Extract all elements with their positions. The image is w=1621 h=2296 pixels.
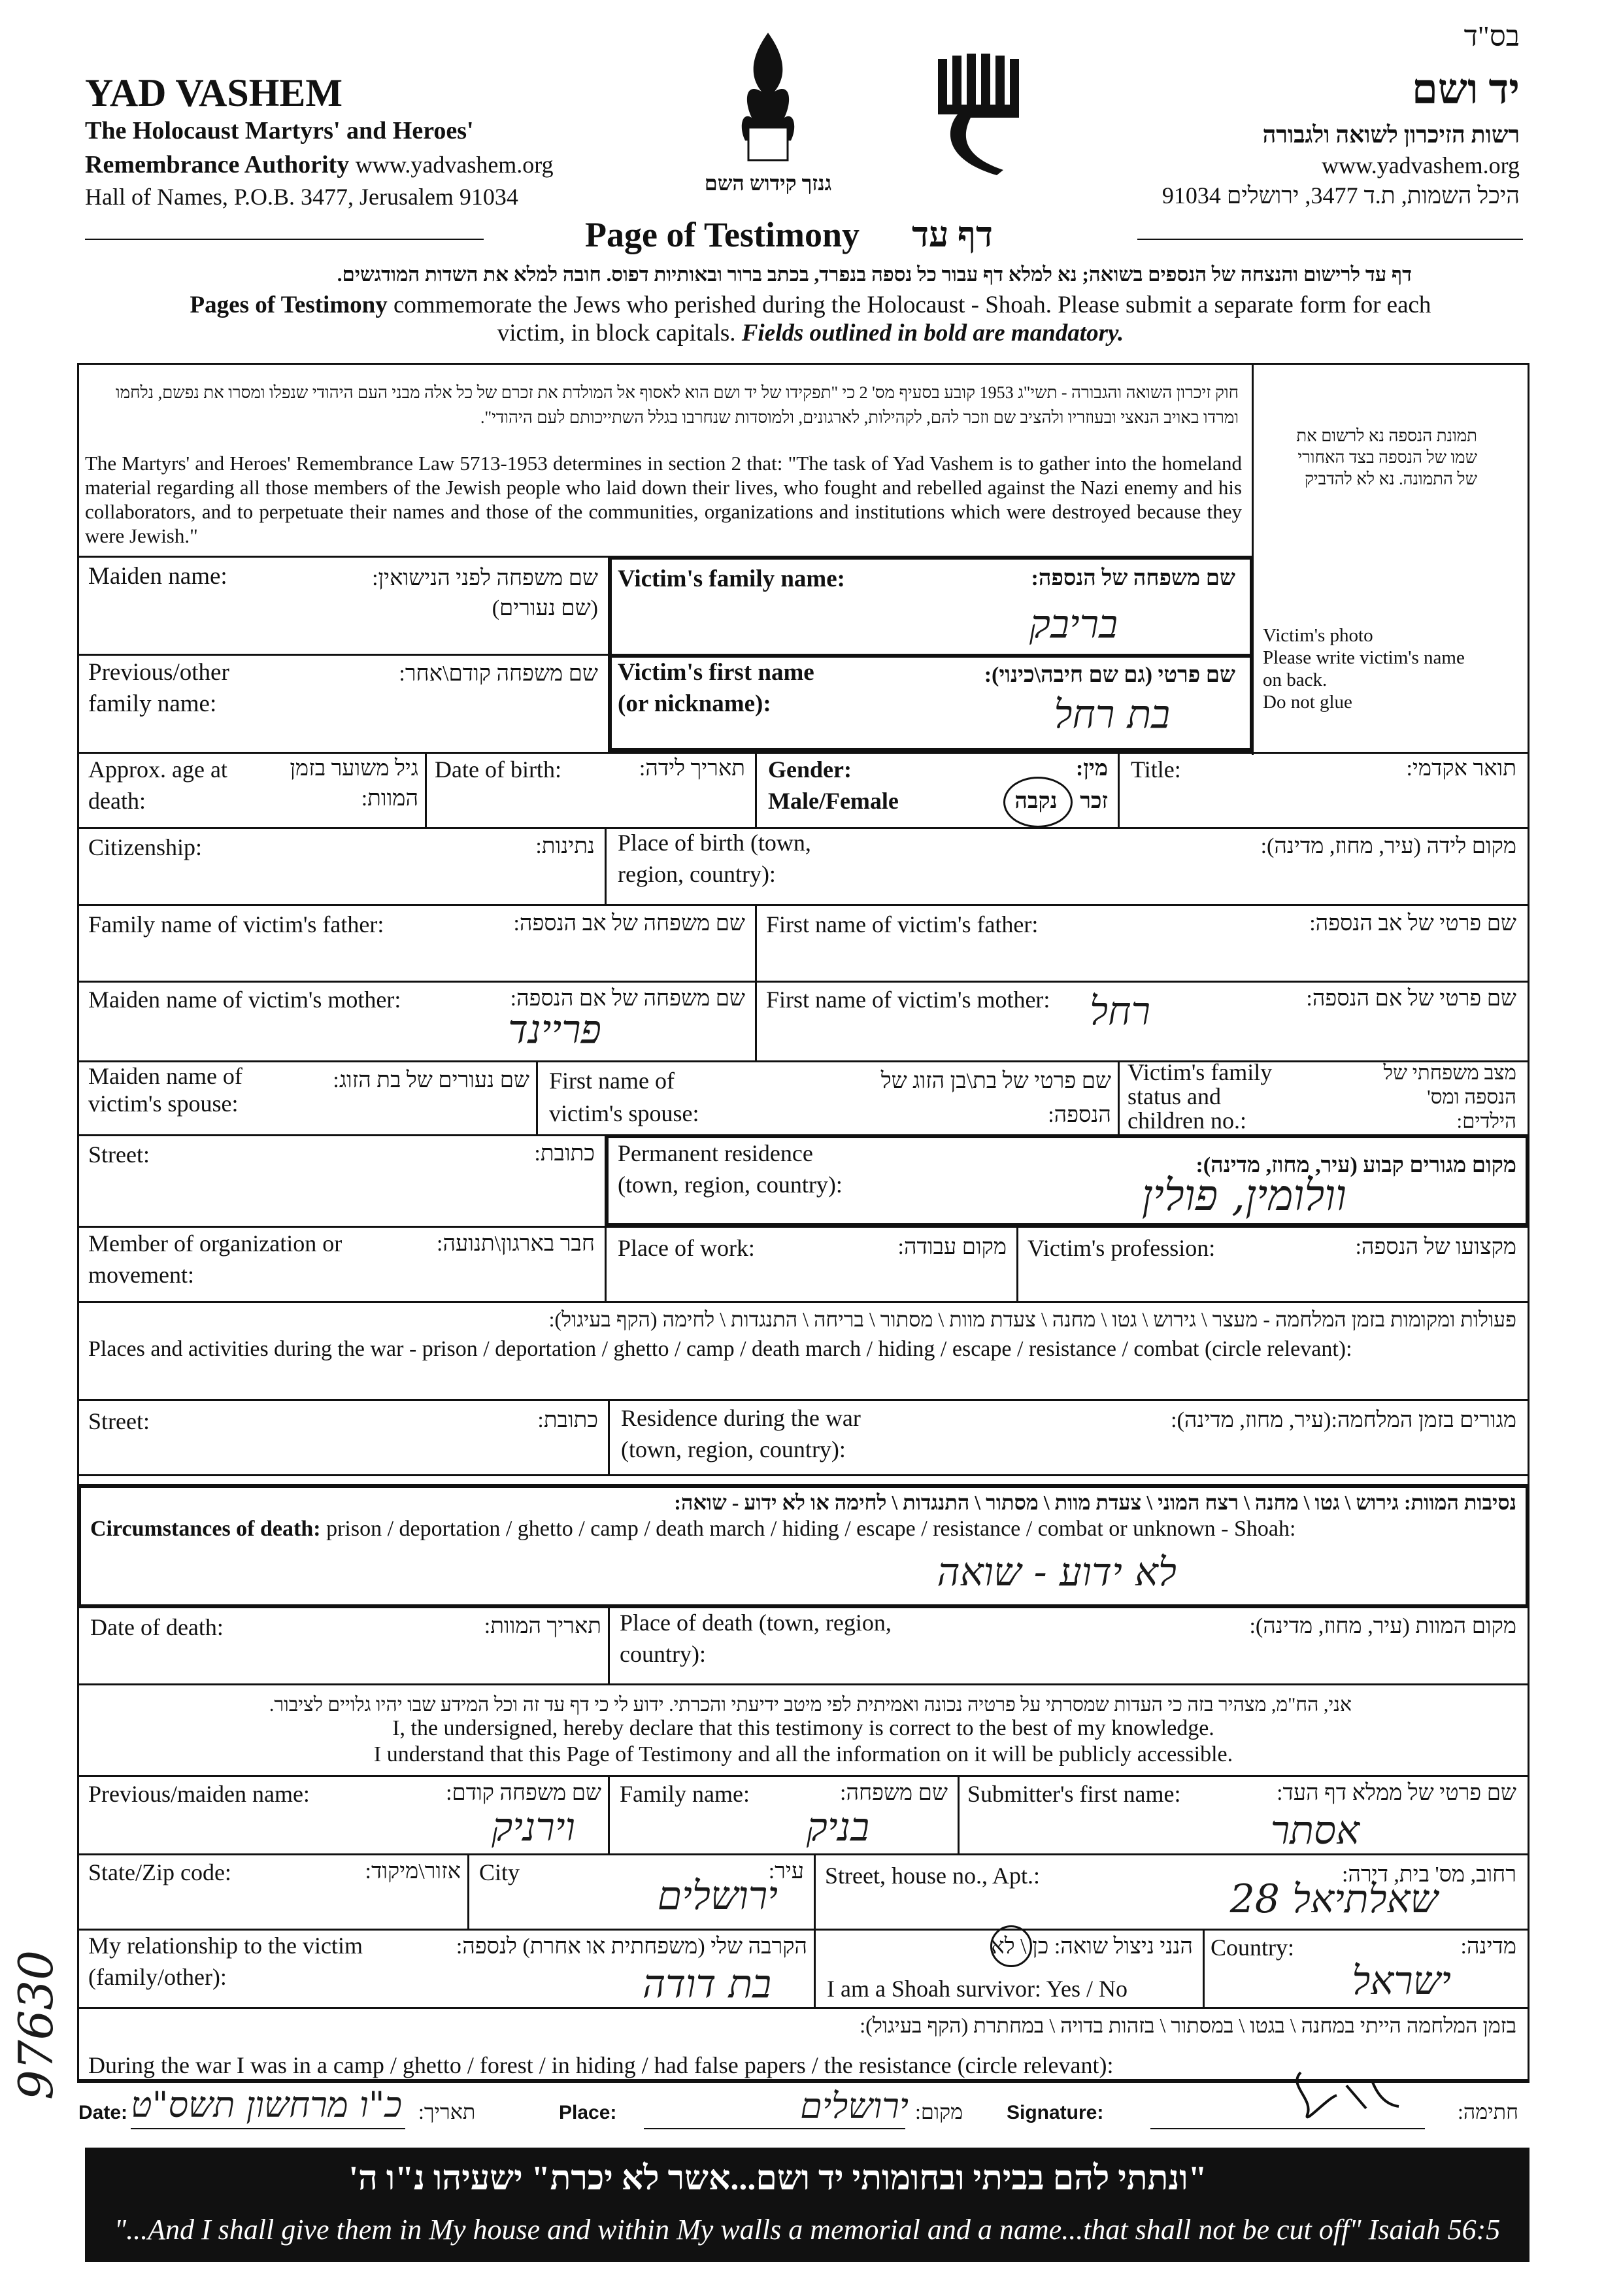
flame-logo-icon [726,29,811,167]
sub1-div2 [958,1775,960,1853]
dob-label-he: תאריך לידה: [639,756,745,781]
title-label-he: תואר אקדמי: [1406,756,1516,781]
intro-he: דף עד לרישום והנצחה של הנספים בשואה; נא למלא דף עבור כל נספה בנפרד, בכתב ברור ובאותיות דפוס. חובה למלא את השדות המודגשים. [337,263,1412,286]
relationship-line2: (family/other): [88,1964,227,1990]
dod-label: Date of death: [90,1614,224,1640]
row11-div [608,1399,610,1474]
mother-maiden-label-he: שם משפחה של אם הנספה: [510,987,745,1011]
street-house-label-he: רחוב, מס' בית, דירה: [1341,1863,1516,1887]
circumstances-value[interactable]: לא ידוע - שואה [937,1549,1177,1595]
perm-residence-label-he: מקום מגורים קבוע (עיר, מחוז, מדינה): [1195,1153,1516,1177]
logo-caption: גנזך קידוש השם [704,171,832,195]
mother-first-label-he: שם פרטי של אם הנספה: [1306,987,1516,1011]
perm-residence-line2: (town, region, country): [618,1172,843,1198]
photo-en3: on back. [1263,669,1328,690]
father-first-label: First name of victim's father: [766,911,1039,937]
victim-first-name-value[interactable]: בת רחל [1054,692,1170,737]
place-value[interactable]: ירושלים [800,2085,909,2127]
sub2-div2 [814,1853,816,1929]
gender-label [768,754,899,817]
photo-en2: Please write victim's name [1263,647,1465,668]
website-en: www.yadvashem.org [355,152,554,178]
hebrew-top-mark: בס"ד [1463,20,1520,52]
pob-label [618,827,811,890]
org-sub2-en: Remembrance Authority [85,151,350,178]
gender-label-he: מין: [1075,756,1108,781]
war-street-label: Street: [88,1408,150,1434]
row3-div1 [425,752,427,827]
date-label: Date: [78,2102,128,2123]
circumstances-en-rest: prison / deportation / ghetto / camp / death march / hiding / escape / resistance / combat or unknown - Shoah: [326,1517,1296,1541]
date-value[interactable]: כ"ו מרחשון תשס"ט [130,2084,402,2125]
perm-residence-line1: Permanent residence [618,1140,813,1166]
pob-line2: region, country): [618,861,776,887]
photo-en4: Do not glue [1263,692,1352,713]
maiden-name-label: Maiden name: [88,563,227,590]
previous-name-line2: family name: [88,690,217,717]
country-label: Country: [1211,1934,1295,1961]
pod-line2: country): [620,1641,706,1667]
address-en: Hall of Names, P.O.B. 3477, Jerusalem 91034 [85,184,518,210]
pob-line1: Place of birth (town, [618,830,811,856]
family-status-line1: Victim's family [1128,1059,1273,1085]
spouse-first-line2: victim's spouse: [549,1100,699,1126]
spouse-maiden-line2: victim's spouse: [88,1090,239,1117]
row-line-5 [77,981,1529,983]
form-title-en: Page of Testimony [585,215,860,254]
age-label [88,754,227,817]
form-title-he: דף עד [912,215,993,254]
pob-label-he: מקום לידה (עיר, מחוז, מדינה): [1260,834,1516,858]
mother-maiden-label: Maiden name of victim's mother: [88,987,401,1013]
org-sub1-en: The Holocaust Martyrs' and Heroes' [85,117,474,144]
address-he: היכל השמות, ת.ד 3477, ירושלים 91034 [1161,182,1520,209]
street-house-value[interactable]: שאלתיאל 28 [1229,1876,1438,1922]
org-sub2-en-row [85,150,554,179]
mother-first-label: First name of victim's mother: [766,987,1050,1013]
photo-box[interactable] [1254,559,1528,755]
gender-line2: Male/Female [768,788,899,814]
spouse-maiden-label [88,1062,242,1117]
father-family-label: Family name of victim's father: [88,911,384,937]
intro-en-bold: Pages of Testimony [190,292,388,318]
pod-label-he: מקום המוות (עיר, מחוז, מדינה): [1249,1614,1516,1638]
submitter-first-label-he: שם פרטי של ממלא דף העד: [1277,1781,1516,1805]
circumstances-en-bold: Circumstances of death: [90,1517,321,1541]
dob-label: Date of birth: [435,756,561,783]
victim-first-name-line1: Victim's first name [618,659,814,686]
pod-line1: Place of death (town, region, [620,1610,892,1636]
profession-label: Victim's profession: [1028,1235,1216,1261]
signature-label-he: חתימה: [1458,2100,1519,2123]
street-label-he: כתובת: [534,1141,595,1166]
war-residence-label [621,1402,861,1465]
mother-maiden-value[interactable]: פריינד [508,1007,601,1053]
perm-residence-value[interactable]: וולומין, פולין [1141,1170,1346,1221]
place-label-he: מקום: [915,2100,963,2123]
war-location-he: בזמן המלחמה הייתי במחנה \ בגטו \ במסתור \ בזהות בדויה \ במחתרת (הקף בעיגול): [860,2014,1516,2037]
row-line-6 [77,1060,1529,1062]
organization-line2: movement: [88,1262,194,1288]
place-label: Place: [559,2102,617,2123]
citizenship-label: Citizenship: [88,834,202,860]
row9-div2 [1016,1226,1018,1301]
spouse-maiden-line1: Maiden name of [88,1063,242,1089]
website-he: www.yadvashem.org [1322,152,1520,178]
row-line-4 [77,904,1529,906]
declaration-en1: I, the undersigned, hereby declare that this testimony is correct to the best of my knowledge. [392,1716,1214,1740]
age-label-he: גיל משוער בזמן המוות: [290,756,418,811]
place-underline [644,2128,905,2129]
title-label: Title: [1131,756,1181,783]
previous-name-label-he: שם משפחה קודם\אחר: [399,662,598,686]
previous-name-label [88,657,229,720]
law-english: The Martyrs' and Heroes' Remembrance Law 5713-1953 determines in section 2 that: "The task of Yad Vashem is to gather into the homeland material regarding all those members of the Jewish people who laid down their lives, who fought and rebelled against the Nazi enemy and his collaborators, and to perpetuate their names and those of the communities, organizations and institutions which were destroyed because they were Jewish." [85,452,1242,547]
father-first-label-he: שם פרטי של אב הנספה: [1309,911,1516,936]
sub3-div1 [814,1929,816,2007]
dod-label-he: תאריך המוות: [484,1614,601,1638]
pod-label [620,1607,892,1670]
survivor-label[interactable]: I am a Shoah survivor: Yes / No [827,1976,1128,2002]
signature-label: Signature: [1007,2102,1104,2123]
work-label: Place of work: [618,1235,755,1261]
intro-en-line1 [85,291,1536,319]
row3-div3 [1118,752,1120,827]
row-line-12 [77,1853,1529,1855]
city-value[interactable]: ירושלים [657,1873,778,1919]
spouse-first-line1: First name of [549,1068,675,1094]
row3-div2 [755,752,757,827]
war-location-en: During the war I was in a camp / ghetto / forest / in hiding / had false papers / the resistance (circle relevant): [88,2052,1114,2078]
victim-family-name-value[interactable]: בריבק [1029,601,1118,647]
spouse-first-label-he: שם פרטי של בת\בן הזוג של הנספה: [880,1069,1111,1127]
family-status-label [1128,1060,1272,1133]
submitter-family-label: Family name: [620,1781,750,1807]
street-house-label: Street, house no., Apt.: [825,1863,1040,1889]
submitter-prev-value[interactable]: וירניק [492,1804,575,1850]
spouse-maiden-label-he: שם נעורים של בת הזוג: [333,1068,529,1092]
survivor-yes-circle [990,1925,1032,1967]
intro-en-line2 [85,319,1536,347]
date-label-he: תאריך: [418,2100,476,2123]
law-hebrew: חוק זיכרון השואה והגבורה - תשי"ג 1953 קובע בסעיף מס' 2 כי "תפקידו של יד ושם הוא לאסוף אל המולדת את זכרם של כל אלה מבני העם היהודי שנפלו ומסרו את נפשם, נלחמו ומרדו באויב הנאצי ובעוזריו ולהציב שם וזכר להם, לקהילות, לארגונים, ולמוסדות שנחרבו בגלל השתייכותם לעם היהודי". [116,383,1239,427]
victim-family-name-label: Victim's family name: [618,566,845,592]
row-line-8 [77,1301,1529,1303]
submitter-family-label-he: שם משפחה: [840,1781,948,1805]
victim-first-name-label [618,657,814,720]
victim-family-name-label-he: שם משפחה של הנספה: [1031,566,1235,590]
perm-residence-label [618,1138,843,1200]
country-label-he: מדינה: [1460,1934,1516,1959]
relationship-value[interactable]: בת דודה [642,1961,771,2007]
war-residence-label-he: מגורים בזמן המלחמה:(עיר, מחוז, מדינה): [1171,1408,1516,1432]
work-label-he: מקום עבודה: [897,1235,1007,1259]
sub1-div1 [608,1775,610,1853]
age-line2: death: [88,788,146,814]
maiden-name-label-he: שם משפחה לפני הנישואין: (שם נעורים) [372,566,598,620]
row-line-10 [77,1683,1529,1685]
row7-div1 [536,1060,538,1134]
gender-circle [1003,777,1073,828]
row-line-9 [77,1474,1529,1476]
relationship-label [88,1930,363,1993]
row9-div1 [605,1226,607,1301]
footer-quote-he: "ונתתי להם בביתי ובחומותי יד ושם...אשר לא יכרת" ישעיהו נ"ו ה' [348,2160,1207,2197]
footer-quote-en: "...And I shall give them in My house and within My walls a memorial and a name...that shall not be cut off" Isaiah 56:5 [114,2214,1501,2246]
war-street-label-he: כתובת: [537,1408,598,1432]
declaration-en2: I understand that this Page of Testimony and all the information on it will be publicly accessible. [373,1742,1233,1766]
circumstances-en [90,1513,1295,1545]
zip-label: State/Zip code: [88,1859,231,1885]
row11-line [77,1399,1529,1401]
age-line1: Approx. age at [88,756,227,783]
intro-en-line2-text: victim, in block capitals. [497,320,736,346]
victim-first-name-line2: (or nickname): [618,690,771,717]
family-status-label-he: מצב משפחתי של הנספה ומס' הילדים: [1383,1061,1516,1132]
row5-div [755,904,757,1060]
victim-first-name-label-he: שם פרטי (גם שם חיבה\כינוי): [984,663,1235,687]
citizenship-label-he: נתינות: [535,834,595,858]
menorah-icon [931,52,1036,177]
row-line-14 [77,2007,1529,2009]
gender-male-option[interactable]: זכר [1080,789,1108,813]
relationship-line1: My relationship to the victim [88,1933,363,1959]
survivor-label-he: הנני ניצול שואה: כן \ לא [991,1934,1193,1959]
gender-female-option[interactable]: נקבה [1014,789,1058,813]
date-underline [131,2128,405,2129]
submitter-first-label: Submitter's first name: [967,1781,1181,1807]
organization-label-he: חבר בארגון\תנועה: [437,1232,595,1256]
header-rule-right [1137,239,1523,240]
submitter-family-value[interactable]: בניק [806,1804,869,1850]
row-line-11 [77,1775,1529,1777]
submitter-prev-label: Previous/maiden name: [88,1781,310,1807]
photo-en1: Victim's photo [1263,625,1373,646]
father-family-label-he: שם משפחה של אב הנספה: [513,911,745,936]
profession-label-he: מקצועו של הנספה: [1355,1235,1516,1259]
sub2-div1 [467,1853,469,1929]
submitter-first-value[interactable]: אסתר [1270,1808,1360,1853]
row7-div2 [1118,1060,1120,1134]
war-residence-line2: (town, region, country): [621,1436,846,1462]
gender-line1: Gender: [768,756,852,783]
sub3-div2 [1203,1929,1205,2007]
intro-en-rest: commemorate the Jews who perished during the Holocaust - Shoah. Please submit a separate form for each [393,292,1431,318]
street-label: Street: [88,1141,150,1168]
relationship-label-he: הקרבה שלי (משפחתית או אחרת) לנספה: [456,1934,807,1959]
organization-line1: Member of organization or [88,1230,343,1257]
row13-div [608,1608,610,1683]
places-activities-en: Places and activities during the war - prison / deportation / ghetto / camp / death march / hiding / escape / resistance / combat (circle relevant): [88,1337,1352,1361]
row4-div [605,827,607,904]
declaration-he: אני, הח"מ, מצהיר בזה כי העדות שמסרתי על פרטיה נכונה ואמיתית לפי מיטב ידיעתי והכרתי. ידוע לי כי דף עד זה וכל המידע שבו יהיו גלויים לציבור. [269,1694,1352,1715]
signature-scribble-icon [1275,2059,1418,2131]
header-rule-left [85,239,484,240]
yad-vashem-logo [726,29,811,167]
org-sub-he: רשות הזיכרון לשואה ולגבורה [1262,122,1520,148]
signature-mark[interactable] [1275,2059,1418,2131]
org-name-he: יד ושם [1411,66,1520,112]
menorah-logo [931,52,1036,177]
org-name-en: YAD VASHEM [85,71,343,114]
footer-banner [85,2148,1529,2262]
family-status-line2: status and [1128,1083,1221,1109]
war-residence-line1: Residence during the war [621,1405,861,1431]
city-label: City [479,1859,520,1885]
country-value[interactable]: ישראל [1352,1958,1451,2004]
intro-en-italic: Fields outlined in bold are mandatory. [741,320,1124,346]
margin-number: 97630 [8,1950,63,2100]
spouse-first-label [549,1064,699,1130]
city-label-he: עיר: [768,1859,804,1883]
circumstances-he: נסיבות המוות: גירוש \ גטו \ מחנה \ רצח המוני \ צעדת מוות \ מסתור \ התנגדות \ לחימה או לא ידוע - שואה: [674,1491,1516,1514]
organization-label [88,1228,342,1291]
family-status-line3: children no.: [1128,1107,1246,1134]
zip-label-he: אזור\מיקוד: [365,1859,461,1883]
places-activities-he: פעולות ומקומות בזמן המלחמה - מעצר \ גירוש \ גטו \ מחנה \ צעדת מוות \ מסתור \ בריחה \ התנגדות \ לחימה (הקף בעיגול): [548,1308,1516,1331]
previous-name-line1: Previous/other [88,659,229,686]
photo-note-he: תמונת הנספה נא לרשום את שמו של הנספה בצד האחורי של התמונה. נא לא להדביק [1296,426,1477,488]
maiden-name-input[interactable] [82,615,605,650]
mother-first-value[interactable]: רחל [1089,988,1150,1034]
submitter-prev-label-he: שם משפחה קודם: [446,1781,601,1805]
row-line-1 [77,654,608,656]
